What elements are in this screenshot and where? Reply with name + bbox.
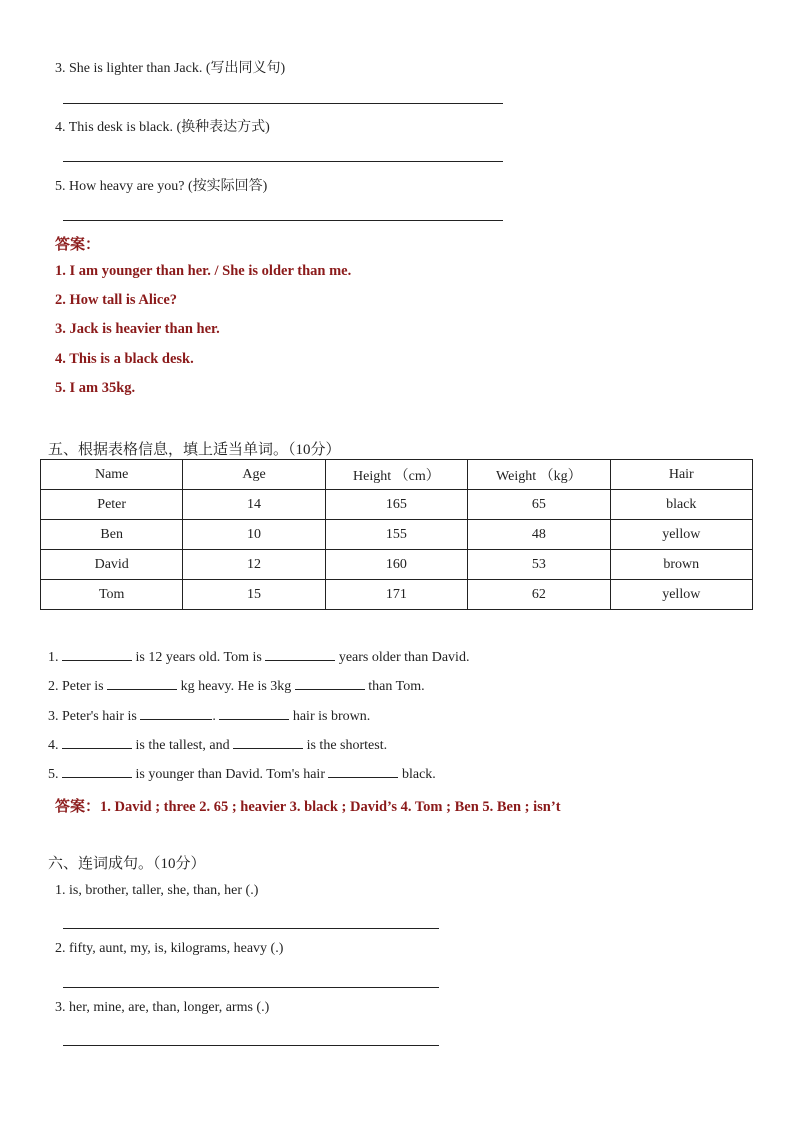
fill-blank	[265, 648, 335, 661]
table-row	[41, 580, 753, 610]
fill-question-1	[48, 648, 469, 666]
table-cell: 165	[325, 490, 467, 520]
table-header-cell: Age	[183, 460, 325, 490]
fill-blank	[107, 677, 177, 690]
table-cell: 15	[183, 580, 325, 610]
question-number: 5.	[48, 767, 59, 782]
question-text: .	[212, 709, 216, 724]
table-cell: 10	[183, 520, 325, 550]
answer-3: 3. Jack is heavier than her.	[55, 321, 220, 337]
answer-line	[63, 161, 503, 162]
question-text: black.	[401, 767, 436, 782]
table-cell: black	[610, 490, 752, 520]
fill-question-3	[48, 707, 370, 725]
question-text: hair is brown.	[292, 709, 371, 724]
question-text: 2. Peter is	[48, 679, 104, 694]
answer-line	[63, 928, 439, 929]
fill-blank	[62, 648, 132, 661]
fill-blank	[62, 765, 132, 778]
answer-line	[63, 987, 439, 988]
table-cell: David	[41, 550, 183, 580]
table-cell: yellow	[610, 520, 752, 550]
answer-heading: 答案：	[55, 799, 101, 815]
question-text: than Tom.	[368, 679, 425, 694]
question-text: is 12 years old. Tom is	[135, 650, 262, 665]
fill-question-5	[48, 765, 436, 783]
section-5-title: 五、根据表格信息，填上适当单词。（10分）	[48, 442, 341, 458]
answer-line	[63, 1045, 439, 1046]
table-header-cell: Hair	[610, 460, 752, 490]
table-cell: 48	[468, 520, 610, 550]
question-4-3: 3. She is lighter than Jack. (写出同义句)	[55, 61, 286, 76]
question-4-4: 4. This desk is black. (换种表达方式)	[55, 120, 270, 135]
table-cell: 155	[325, 520, 467, 550]
table-cell: 12	[183, 550, 325, 580]
fill-blank	[233, 736, 303, 749]
fill-blank	[140, 707, 212, 720]
answer-line-5	[55, 795, 561, 816]
table-cell: 160	[325, 550, 467, 580]
table-header-cell: Name	[41, 460, 183, 490]
fill-blank	[295, 677, 365, 690]
info-table	[40, 459, 753, 610]
table-row	[41, 490, 753, 520]
question-text: is the shortest.	[306, 738, 388, 753]
answer-4: 4. This is a black desk.	[55, 351, 194, 367]
answer-1: 1. I am younger than her. / She is older than me.	[55, 263, 352, 279]
fill-question-4	[48, 736, 387, 754]
question-text: 3. Peter's hair is	[48, 709, 137, 724]
question-6-3: 3. her, mine, are, than, longer, arms (.)	[55, 1000, 270, 1015]
table-row	[41, 550, 753, 580]
fill-question-2	[48, 677, 425, 695]
answer-text: 1. David ; three 2. 65 ; heavier 3. black ; David’s 4. Tom ; Ben 5. Ben ; isn’t	[100, 799, 561, 815]
table-cell: 53	[468, 550, 610, 580]
question-text: years older than David.	[338, 650, 470, 665]
table-cell: brown	[610, 550, 752, 580]
question-6-2: 2. fifty, aunt, my, is, kilograms, heavy (.)	[55, 941, 284, 956]
fill-blank	[219, 707, 289, 720]
table-cell: Tom	[41, 580, 183, 610]
table-header-cell: Height （cm）	[325, 460, 467, 490]
table-header-cell: Weight （kg）	[468, 460, 610, 490]
question-number: 4.	[48, 738, 59, 753]
question-text: is younger than David. Tom's hair	[135, 767, 325, 782]
question-text: is the tallest, and	[135, 738, 230, 753]
table-row	[41, 520, 753, 550]
question-text: kg heavy. He is 3kg	[180, 679, 292, 694]
question-6-1: 1. is, brother, taller, she, than, her (.)	[55, 883, 259, 898]
answer-line	[63, 103, 503, 104]
table-cell: 65	[468, 490, 610, 520]
table-cell: 14	[183, 490, 325, 520]
table-cell: Ben	[41, 520, 183, 550]
table-cell: 171	[325, 580, 467, 610]
section-6-title: 六、连词成句。（10分）	[48, 856, 206, 872]
table-cell: 62	[468, 580, 610, 610]
answer-5: 5. I am 35kg.	[55, 380, 136, 396]
question-4-5: 5. How heavy are you? (按实际回答)	[55, 179, 268, 194]
table-cell: yellow	[610, 580, 752, 610]
table-header-row	[41, 460, 753, 490]
answer-heading: 答案：	[55, 237, 101, 253]
fill-blank	[328, 765, 398, 778]
answer-line	[63, 220, 503, 221]
table-cell: Peter	[41, 490, 183, 520]
answer-2: 2. How tall is Alice?	[55, 292, 178, 308]
fill-blank	[62, 736, 132, 749]
question-number: 1.	[48, 650, 59, 665]
